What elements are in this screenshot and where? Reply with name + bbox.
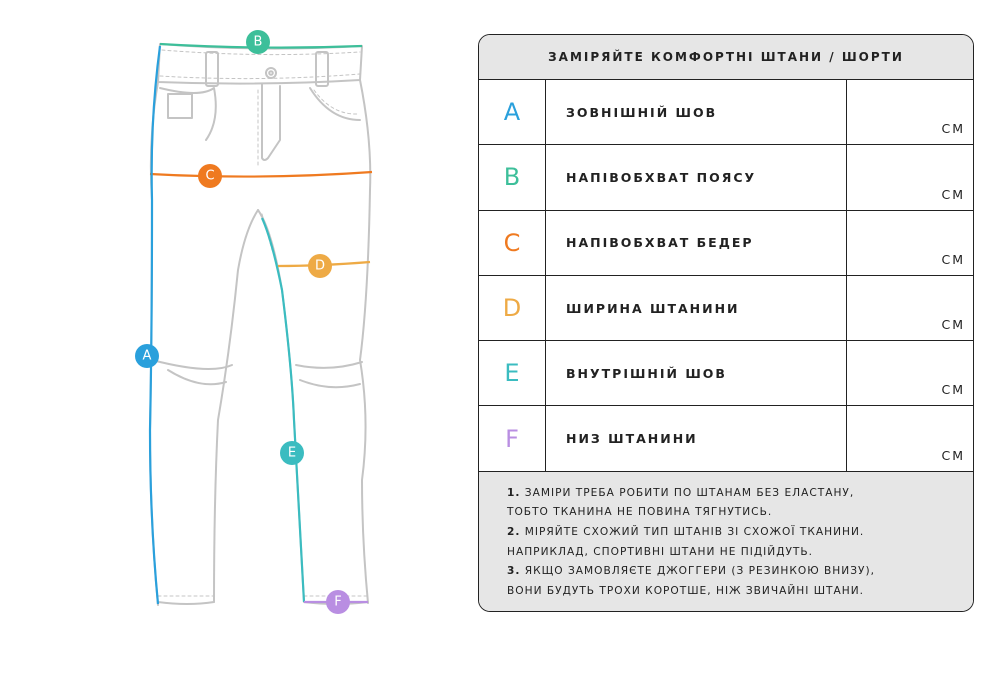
measurement-value-field <box>847 211 973 275</box>
badge-a <box>135 344 159 368</box>
notes-panel <box>479 472 973 612</box>
badge-d <box>308 254 332 278</box>
measurement-table <box>479 80 973 472</box>
measurement-letter: A <box>479 80 546 144</box>
unit-label: СМ <box>941 186 965 202</box>
note-line <box>507 562 957 582</box>
pants-diagram <box>0 0 470 700</box>
measurement-row-a <box>479 80 973 145</box>
note-text: ВОНИ БУДУТЬ ТРОХИ КОРОТШЕ, НІЖ ЗВИЧАЙНІ ШТАНИ. <box>507 584 865 597</box>
note-text: МІРЯЙТЕ СХОЖИЙ ТИП ШТАНІВ ЗІ СХОЖОЇ ТКАНИНИ. <box>524 525 865 538</box>
badge-c <box>198 164 222 188</box>
note-line <box>507 503 957 523</box>
svg-text:E: E <box>287 445 297 461</box>
measurement-row-e <box>479 341 973 406</box>
measurement-name: НАПІВОБХВАТ БЕДЕР <box>546 211 847 275</box>
pants-outline <box>150 44 370 605</box>
measure-line-e <box>262 218 304 602</box>
unit-label: СМ <box>941 317 965 333</box>
note-line <box>507 582 957 602</box>
measurement-row-b <box>479 145 973 210</box>
measurement-card <box>478 34 974 612</box>
unit-label: СМ <box>941 121 965 137</box>
svg-text:B: B <box>253 34 263 50</box>
measure-line-c <box>150 172 372 177</box>
measurement-letter: C <box>479 211 546 275</box>
measurement-name: ЗОВНІШНІЙ ШОВ <box>546 80 847 144</box>
badge-e <box>280 441 304 465</box>
note-number: 1. <box>507 486 521 499</box>
measurement-letter: B <box>479 145 546 209</box>
measurement-name: ВНУТРІШНІЙ ШОВ <box>546 341 847 405</box>
svg-text:C: C <box>205 168 215 184</box>
measurement-row-f <box>479 406 973 471</box>
measurement-row-c <box>479 211 973 276</box>
svg-text:A: A <box>142 348 152 364</box>
measurement-name: НАПІВОБХВАТ ПОЯСУ <box>546 145 847 209</box>
measurement-name: НИЗ ШТАНИНИ <box>546 406 847 470</box>
note-line <box>507 543 957 563</box>
unit-label: СМ <box>941 447 965 463</box>
measurement-value-field <box>847 276 973 340</box>
unit-label: СМ <box>941 382 965 398</box>
unit-label: СМ <box>941 251 965 267</box>
measurement-value-field <box>847 406 973 470</box>
note-text: ЗАМІРИ ТРЕБА РОБИТИ ПО ШТАНАМ БЕЗ ЕЛАСТАНУ, <box>524 486 855 499</box>
svg-text:D: D <box>314 258 326 274</box>
note-line <box>507 484 957 504</box>
note-text: НАПРИКЛАД, СПОРТИВНІ ШТАНИ НЕ ПІДІЙДУТЬ. <box>507 545 814 558</box>
note-text: ТОБТО ТКАНИНА НЕ ПОВИНА ТЯГНУТИСЬ. <box>507 506 773 519</box>
measurement-name: ШИРИНА ШТАНИНИ <box>546 276 847 340</box>
note-text: ЯКЩО ЗАМОВЛЯЄТЕ ДЖОГГЕРИ (З РЕЗИНКОЮ ВНИЗУ), <box>524 565 875 578</box>
measurement-letter: F <box>479 406 546 470</box>
badge-b <box>246 30 270 54</box>
measurement-value-field <box>847 145 973 209</box>
card-title: ЗАМІРЯЙТЕ КОМФОРТНІ ШТАНИ / ШОРТИ <box>479 35 973 80</box>
badge-f <box>326 590 350 614</box>
measurement-letter: E <box>479 341 546 405</box>
note-number: 2. <box>507 525 521 538</box>
measurement-row-d <box>479 276 973 341</box>
svg-text:F: F <box>334 594 342 610</box>
note-number: 3. <box>507 565 521 578</box>
note-line <box>507 523 957 543</box>
measurement-value-field <box>847 80 973 144</box>
measurement-letter: D <box>479 276 546 340</box>
measurement-value-field <box>847 341 973 405</box>
